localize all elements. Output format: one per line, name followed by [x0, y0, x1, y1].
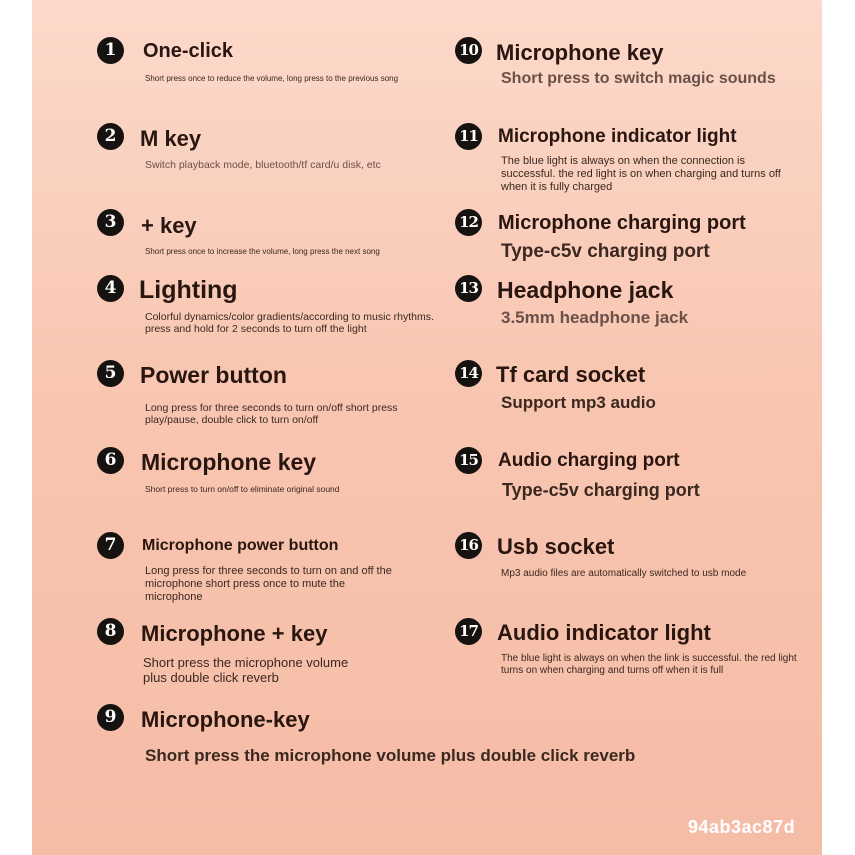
- feature-title: Microphone indicator light: [498, 126, 737, 147]
- feature-title: Microphone-key: [141, 707, 310, 732]
- number-badge: 10: [455, 37, 482, 64]
- feature-title: M key: [140, 126, 202, 151]
- feature-title: Microphone + key: [141, 621, 328, 646]
- feature-description: Switch playback mode, bluetooth/tf card/u disk, etc: [145, 159, 381, 171]
- feature-description: Type-c5v charging port: [501, 241, 710, 262]
- number-badge: 8: [97, 618, 124, 645]
- feature-title: Audio indicator light: [497, 620, 711, 645]
- number-badge: 7: [97, 532, 124, 559]
- number-badge: 16: [455, 532, 482, 559]
- number-badge: 2: [97, 123, 124, 150]
- feature-description: Colorful dynamics/color gradients/according to music rhythms. press and hold for 2 seconds to turn off the light: [145, 311, 434, 336]
- feature-title: Microphone power button: [142, 537, 339, 554]
- feature-title: Tf card socket: [496, 362, 646, 387]
- number-badge: 14: [455, 360, 482, 387]
- feature-description: Short press the microphone volume plus double click reverb: [145, 746, 636, 765]
- feature-description: Short press once to reduce the volume, long press to the previous song: [145, 74, 399, 83]
- feature-title: Lighting: [139, 276, 238, 304]
- number-badge: 11: [455, 123, 482, 150]
- feature-title: Headphone jack: [497, 277, 674, 303]
- number-badge: 17: [455, 618, 482, 645]
- feature-description: Short press once to increase the volume, long press the next song: [145, 247, 380, 256]
- number-badge: 9: [97, 704, 124, 731]
- feature-title: Microphone charging port: [498, 212, 746, 234]
- number-badge: 12: [455, 209, 482, 236]
- feature-description: Short press the microphone volume plus double click reverb: [143, 655, 349, 686]
- feature-description: The blue light is always on when the connection is successful. the red light is on when charging and turns off when it is fully charged: [501, 155, 781, 193]
- feature-title: Power button: [140, 362, 287, 388]
- feature-description: Type-c5v charging port: [502, 480, 700, 500]
- feature-description: The blue light is always on when the link is successful. the red light turns on when charging and turns off when it is full: [501, 653, 797, 676]
- feature-title: + key: [141, 213, 197, 238]
- feature-description: Short press to turn on/off to eliminate original sound: [145, 484, 340, 494]
- number-badge: 5: [97, 360, 124, 387]
- feature-description: Long press for three seconds to turn on and off the microphone short press once to mute the microphone: [145, 565, 392, 603]
- feature-title: Microphone key: [141, 449, 317, 475]
- feature-description: Support mp3 audio: [501, 393, 656, 412]
- feature-description: 3.5mm headphone jack: [501, 308, 689, 327]
- number-badge: 15: [455, 447, 482, 474]
- feature-title: One-click: [143, 40, 234, 62]
- number-badge: 6: [97, 447, 124, 474]
- number-badge: 4: [97, 275, 124, 302]
- number-badge: 3: [97, 209, 124, 236]
- feature-description: Mp3 audio files are automatically switched to usb mode: [501, 568, 747, 579]
- feature-description: Long press for three seconds to turn on/off short press play/pause, double click to turn on/off: [145, 402, 398, 427]
- number-badge: 13: [455, 275, 482, 302]
- feature-description: Short press to switch magic sounds: [501, 70, 776, 87]
- number-badge: 1: [97, 37, 124, 64]
- feature-title: Usb socket: [497, 534, 615, 559]
- feature-title: Audio charging port: [498, 450, 680, 471]
- watermark: 94ab3ac87d: [688, 817, 796, 837]
- feature-title: Microphone key: [496, 40, 664, 65]
